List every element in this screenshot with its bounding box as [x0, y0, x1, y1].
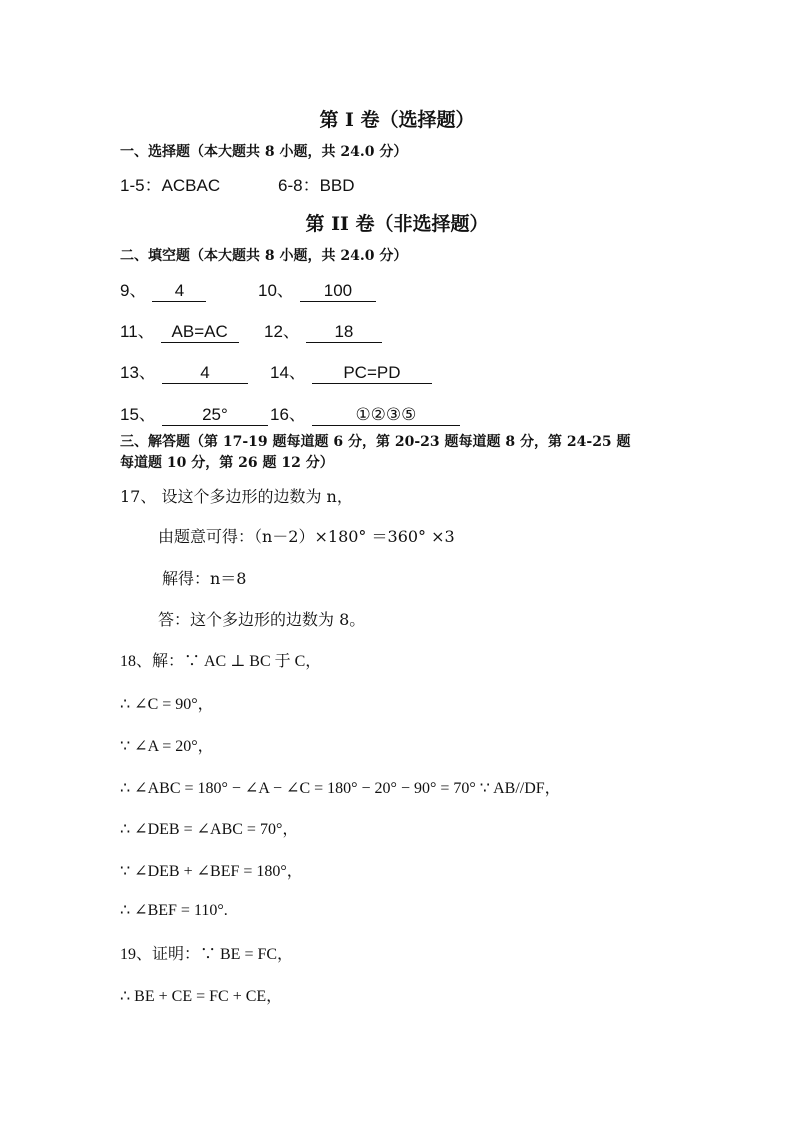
blank-answer: PC=PD [312, 363, 432, 384]
blank-answer: 4 [162, 363, 248, 384]
q17-line1: 17、 设这个多边形的边数为 n， [120, 487, 353, 506]
mc-answers-6-8: 6-8：BBD [278, 176, 355, 195]
blank-number: 13、 [120, 363, 156, 382]
blank-number: 15、 [120, 405, 156, 424]
blank-16 [270, 400, 460, 426]
blank-15 [120, 400, 268, 426]
part3-section-heading-line2: 每道题 10 分，第 26 题 12 分） [120, 455, 334, 471]
blank-12 [264, 317, 382, 343]
q19-line1: 19、证明：∵ BE = FC， [120, 946, 294, 963]
q18-line6: ∵ ∠DEB + ∠BEF = 180°， [120, 863, 303, 880]
blank-answer: 25° [162, 405, 268, 426]
q18-line4: ∴ ∠ABC = 180° − ∠A − ∠C = 180° − 20° − 90° = 70° ∵ AB//DF， [120, 780, 561, 797]
blank-answer: 4 [152, 281, 206, 302]
q17-line2: 由题意可得：（n－2）×180° ＝360° ×3 [158, 527, 455, 546]
q19-line2: ∴ BE + CE = FC + CE， [120, 988, 283, 1005]
blank-11 [120, 317, 239, 343]
blank-answer: 18 [306, 322, 382, 343]
part1-title: 第 I 卷（选择题） [319, 109, 475, 131]
q18-line5: ∴ ∠DEB = ∠ABC = 70°， [120, 821, 299, 838]
blank-answer: ①②③⑤ [312, 405, 460, 426]
blank-14 [270, 358, 432, 384]
part3-section-heading-line1: 三、解答题（第 17-19 题每道题 6 分，第 20-23 题每道题 8 分，第 24-25 题 [120, 434, 631, 450]
blank-9 [120, 276, 206, 302]
q18-line7: ∴ ∠BEF = 110°. [120, 902, 228, 919]
blank-answer: AB=AC [161, 322, 239, 343]
q17-line4: 答：这个多边形的边数为 8。 [158, 610, 366, 629]
blank-number: 14、 [270, 363, 306, 382]
blank-answer: 100 [300, 281, 376, 302]
blank-number: 10、 [258, 281, 294, 300]
blank-13 [120, 358, 248, 384]
mc-answers-1-5: 1-5：ACBAC [120, 176, 221, 195]
q18-line1: 18、解：∵ AC ⊥ BC 于 C， [120, 653, 322, 670]
q18-line3: ∵ ∠A = 20°， [120, 738, 214, 755]
blank-number: 16、 [270, 405, 306, 424]
blank-10 [258, 276, 376, 302]
part2-title: 第 II 卷（非选择题） [305, 213, 489, 235]
blank-number: 11、 [120, 322, 155, 341]
part1-section-heading: 一、选择题（本大题共 8 小题，共 24.0 分） [120, 144, 408, 160]
q18-line2: ∴ ∠C = 90°， [120, 696, 214, 713]
part2-section-heading: 二、填空题（本大题共 8 小题，共 24.0 分） [120, 248, 408, 264]
q17-line3: 解得：n＝8 [162, 569, 247, 588]
blank-number: 12、 [264, 322, 300, 341]
blank-number: 9、 [120, 281, 147, 300]
